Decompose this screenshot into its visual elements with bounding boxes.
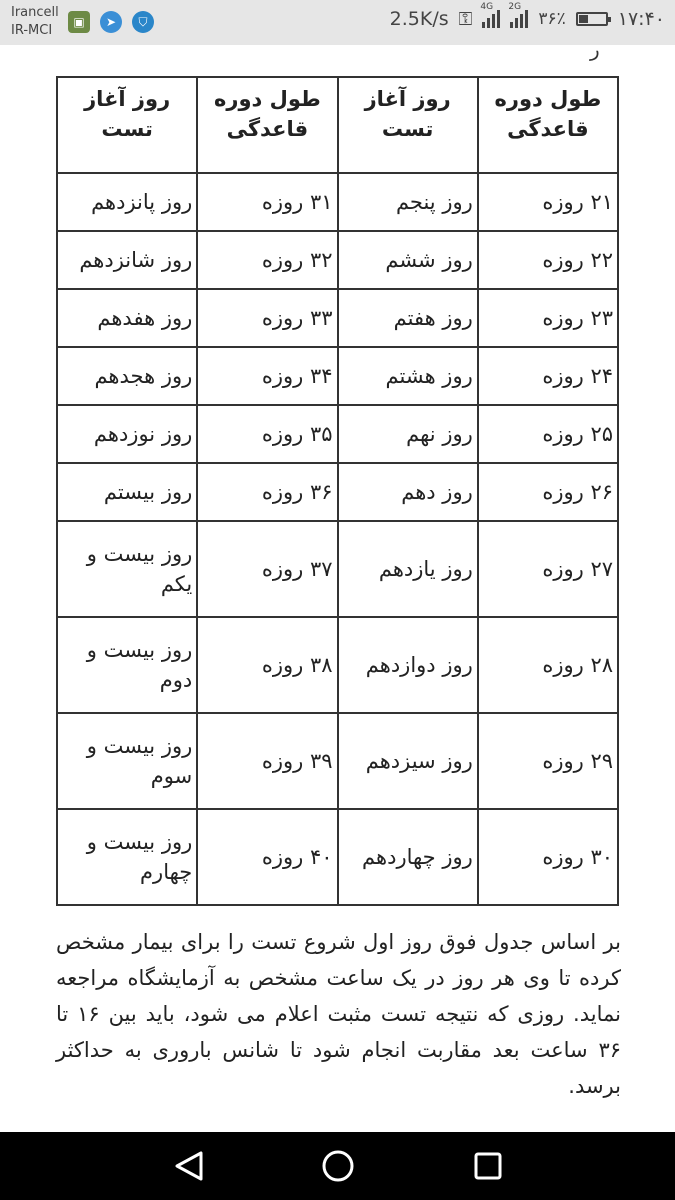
table-cell: روز بیستم [57,463,197,521]
table-row [57,231,618,289]
table-cell: ۲۷ روزه [478,521,618,617]
table-cell: ۳۱ روزه [197,173,337,231]
status-bar [0,0,675,45]
table-cell: ۳۳ روزه [197,289,337,347]
table-cell: ۳۴ روزه [197,347,337,405]
table-cell: ۳۵ روزه [197,405,337,463]
signal-4g-icon [480,2,500,28]
table-cell: روز ششم [338,231,478,289]
table-row [57,617,618,713]
table-row [57,173,618,231]
table-cell: ۲۸ روزه [478,617,618,713]
battery-icon [576,12,608,26]
header-test-start-2: روز آغاز تست [57,77,197,173]
table-cell: ۳۲ روزه [197,231,337,289]
table-cell: ۲۵ روزه [478,405,618,463]
carrier-name-1: Irancell [11,5,59,20]
navigation-bar [0,1132,675,1200]
back-triangle-icon[interactable] [170,1148,206,1184]
table-cell: ۳۹ روزه [197,713,337,809]
table-cell: ۲۴ روزه [478,347,618,405]
telegram-icon[interactable]: ➤ [100,11,122,33]
header-test-start-1: روز آغاز تست [338,77,478,173]
table-row [57,405,618,463]
table-row [57,713,618,809]
home-circle-icon[interactable] [320,1148,356,1184]
table-cell: روز نوزدهم [57,405,197,463]
table-cell: روز شانزدهم [57,231,197,289]
table-cell: روز نهم [338,405,478,463]
table-cell: ۲۲ روزه [478,231,618,289]
explanation-paragraph: بر اساس جدول فوق روز اول شروع تست را برای بیمار مشخص کرده تا وی هر روز در یک ساعت مشخص به آزمایشگاه مراجعه نماید. روزی که نتیجه تست مثبت اعلام می شود، باید بین ۱۶ تا ۳۶ ساعت بعد مقاربت انجام شود تا شانس باروری به حداکثر برسد. [56,930,621,1098]
cut-off-text: ر [590,45,600,61]
table-cell: ۲۹ روزه [478,713,618,809]
clock: ۱۷:۴۰ [617,8,665,30]
table-cell: روز یازدهم [338,521,478,617]
signal-4g-label: 4G [480,2,494,12]
signal-2g-label: 2G [508,2,522,12]
table-cell: ۲۶ روزه [478,463,618,521]
table-cell: روز بیست و سوم [57,713,197,809]
table-cell: ۲۳ روزه [478,289,618,347]
table-cell: روز دهم [338,463,478,521]
gallery-app-icon[interactable]: ▣ [68,11,90,33]
table-cell: روز بیست و یکم [57,521,197,617]
carrier-name-2: IR-MCI [11,23,53,38]
table-cell: ۳۸ روزه [197,617,337,713]
test-schedule-table [56,76,619,906]
table-cell: ۴۰ روزه [197,809,337,905]
table-row [57,809,618,905]
network-speed: 2.5K/s [389,8,449,30]
table-cell: ۲۱ روزه [478,173,618,231]
table-header-row [57,77,618,173]
recent-square-icon[interactable] [470,1148,506,1184]
table-cell: روز بیست و چهارم [57,809,197,905]
notification-icons [68,11,154,33]
carrier-info [11,4,59,40]
header-cycle-length-2: طول دوره قاعدگی [197,77,337,173]
header-cycle-length-1: طول دوره قاعدگی [478,77,618,173]
table-row [57,347,618,405]
table-cell: ۳۰ روزه [478,809,618,905]
table-cell: روز دوازدهم [338,617,478,713]
article-content [0,45,675,1132]
signal-2g-icon [508,2,528,28]
battery-fill [579,15,588,23]
battery-percent: ۳۶٪ [538,9,566,29]
table-cell: روز هشتم [338,347,478,405]
table-cell: روز بیست و دوم [57,617,197,713]
table-cell: روز هجدهم [57,347,197,405]
table-row [57,521,618,617]
table-cell: ۳۷ روزه [197,521,337,617]
table-cell: روز پنجم [338,173,478,231]
vpn-key-icon: ⚿ [458,8,473,30]
table-cell: ۳۶ روزه [197,463,337,521]
table-cell: روز پانزدهم [57,173,197,231]
table-cell: روز هفدهم [57,289,197,347]
table-cell: روز سیزدهم [338,713,478,809]
table-row [57,463,618,521]
shield-app-icon[interactable]: ⛉ [132,11,154,33]
table-row [57,289,618,347]
status-indicators [389,2,665,30]
table-cell: روز چهاردهم [338,809,478,905]
table-cell: روز هفتم [338,289,478,347]
